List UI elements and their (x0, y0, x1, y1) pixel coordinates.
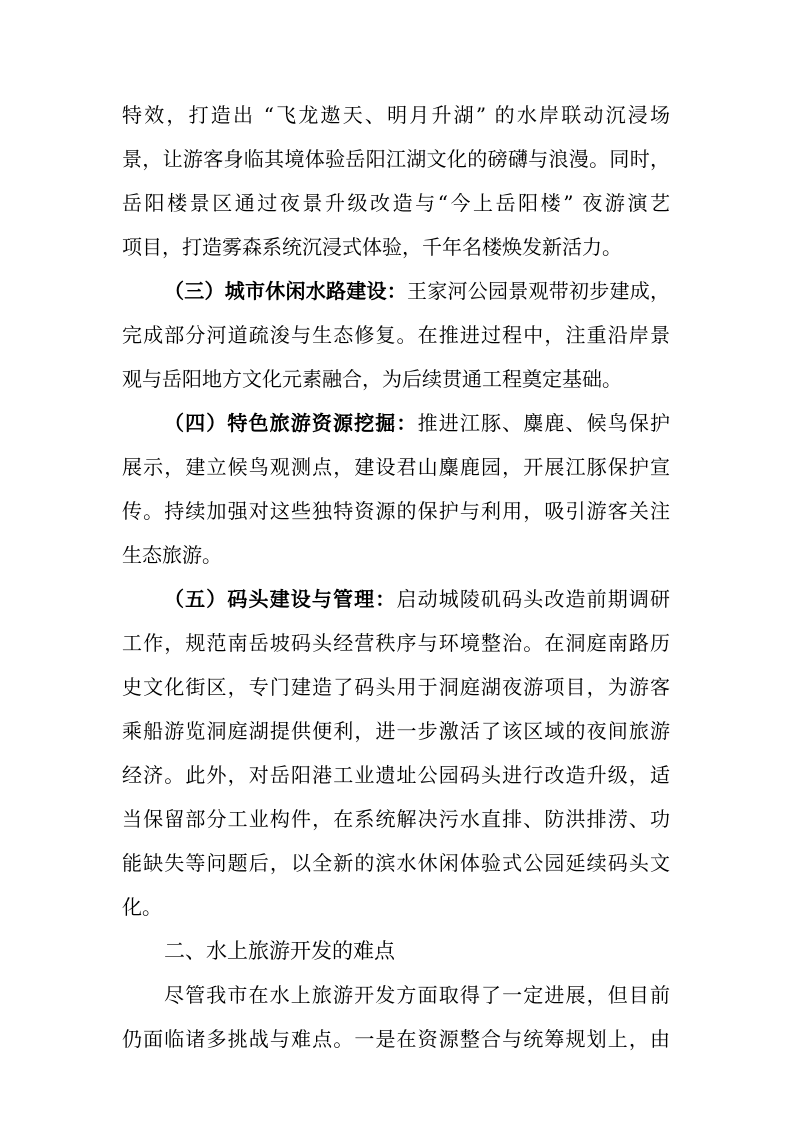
section-4-title: （四）特色旅游资源挖掘： (164, 411, 418, 435)
section-4-text: 推进江豚、麋鹿、候鸟保护 (417, 411, 671, 435)
paragraph-line: 传。持续加强对这些独特资源的保护与利用，吸引游客关注 (122, 499, 670, 523)
paragraph-line: 项目，打造雾森系统沉浸式体验，千年名楼焕发新活力。 (122, 235, 622, 259)
section-3-first-line (164, 276, 670, 306)
section-5-title: （五）码头建设与管理： (164, 587, 397, 611)
section-3-text: 王家河公园景观带初步建成， (407, 279, 670, 303)
paragraph-line: 当保留部分工业构件，在系统解决污水直排、防洪排涝、功 (122, 807, 670, 831)
paragraph-line: 展示，建立候鸟观测点，建设君山麋鹿园，开展江豚保护宣 (122, 455, 670, 479)
paragraph-line: 岳阳楼景区通过夜景升级改造与“今上岳阳楼” 夜游演艺 (122, 191, 670, 215)
section-5-first-line (164, 584, 670, 614)
paragraph-line: 经济。此外，对岳阳港工业遗址公园码头进行改造升级，适 (122, 763, 670, 787)
paragraph-line: 完成部分河道疏浚与生态修复。在推进过程中，注重沿岸景 (122, 323, 670, 347)
paragraph-line: 景，让游客身临其境体验岳阳江湖文化的磅礴与浪漫。同时， (122, 147, 670, 171)
paragraph-line: 观与岳阳地方文化元素融合，为后续贯通工程奠定基础。 (122, 367, 622, 391)
section-4-first-line (164, 408, 670, 438)
paragraph-line: 乘船游览洞庭湖提供便利，进一步激活了该区域的夜间旅游 (122, 719, 670, 743)
paragraph-line: 特效，打造出 “飞龙遨天、明月升湖” 的水岸联动沉浸场 (122, 103, 670, 127)
paragraph-line: 史文化街区，专门建造了码头用于洞庭湖夜游项目，为游客 (122, 675, 670, 699)
paragraph-line: 仍面临诸多挑战与难点。一是在资源整合与统筹规划上，由 (122, 1027, 670, 1051)
paragraph-line: 化。 (122, 895, 162, 919)
paragraph-line: 生态旅游。 (122, 543, 222, 567)
section-heading: 二、水上旅游开发的难点 (164, 939, 395, 963)
paragraph-line: 尽管我市在水上旅游开发方面取得了一定进展，但目前 (164, 983, 670, 1007)
section-3-title: （三）城市休闲水路建设： (164, 279, 407, 303)
section-5-text: 启动城陵矶码头改造前期调研 (396, 587, 671, 611)
paragraph-line: 工作，规范南岳坡码头经营秩序与环境整治。在洞庭南路历 (122, 631, 670, 655)
paragraph-line: 能缺失等问题后，以全新的滨水休闲体验式公园延续码头文 (122, 851, 670, 875)
